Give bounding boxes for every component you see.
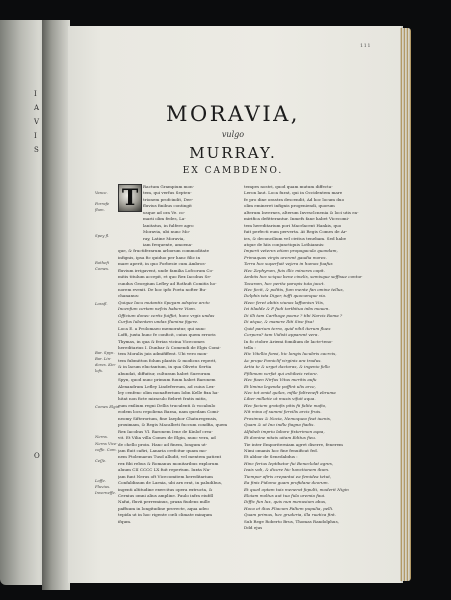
subtitle-vulgo: vulgo: [221, 130, 245, 139]
text-line: Leron laut. Loca furat, qui in Occidentem mare: [244, 190, 343, 196]
text-line: tem fubmitton folum plantis & modicus reperit,: [118, 357, 217, 363]
text-line: Di atque, & manere Iliti Sive fixa!: [244, 319, 315, 325]
text-line: Ac prope Pomiclif virginis ara tradus.: [244, 357, 322, 363]
text-line: Hec Zephyrum, fuis illic minores capit.: [244, 267, 325, 273]
text-line: abundat, diffuitur, culturam habet Surrorum: [118, 370, 211, 376]
text-line: Ddd ejus: [244, 525, 263, 531]
text-line: eum exilium regni Dellis truculenti & vocabulo: [118, 402, 216, 408]
text-line: mirifica defitterantur. Inmefs fane habet Vicecomi-: [244, 216, 350, 222]
page-title: MORAVIA,: [166, 102, 300, 126]
left-page-letter: O: [34, 452, 40, 460]
text-line: Nimi omanis hoc fine fenuificat fed.: [244, 447, 319, 453]
margin-note: Ceſſe.: [95, 458, 107, 463]
text-line: Primaquas virgis urerent gaudia mores.: [244, 254, 327, 260]
margin-note: Comes.: [95, 266, 110, 271]
text-line: tempes nostri, quod quam mutum diffecta-: [244, 184, 333, 189]
text-line: Confaldinum de Larnia, ubi arx erat, in paludibus,: [118, 480, 223, 486]
text-line: lanitatus, in fulfere agro: [143, 222, 194, 228]
text-line: Et domine nitais uitam Editus fieu.: [244, 435, 317, 441]
left-page-letter: I: [34, 90, 37, 98]
text-line: Ivi tiladde & F fudi tartbitua inbs mouen.: [244, 306, 330, 312]
text-line: Alexandrum Lefley Lindefereum, ad cuius Lex-: [118, 383, 215, 389]
margin-note: Bar. Lin-: [95, 356, 112, 361]
text-line: olim emineret infignis progeniendi, quorum: [244, 203, 335, 209]
text-line: mare aperit, in quo Forbesie cum Ambros-: [118, 261, 206, 267]
subtitle-name: MURRAY.: [189, 144, 277, 162]
text-line: Delphis ista Diger, tuffi quocumque via.: [244, 293, 327, 299]
text-line: neomy Sifterorium, fine Iaephor Chaturegensis,: [118, 415, 218, 421]
text-line: ley cenfenc olim monafterium Iobn Kelle fixa ha-: [118, 390, 219, 395]
text-line: Officium donec certis fuiffet, hunc vrgis undas: [118, 312, 215, 318]
text-line: Moravia, ubi nunc Mo-: [143, 229, 191, 235]
text-line: iam frequente, amoena-: [143, 241, 193, 247]
text-line: Proximus & Nocia, Nemoquea feat iuenis,: [244, 415, 332, 421]
margin-note: Loxsfl.: [95, 301, 108, 306]
margin-note: Bar. Spyn.: [95, 350, 115, 355]
text-line: Hec faciem gratofis pitis fii falite mafio,: [244, 402, 327, 408]
text-line: fluvium irrigavent, unde familia Lofcorum Co-: [118, 267, 214, 273]
text-line: Hinc ferius leptibatur fui Beneclolat agres,: [244, 460, 334, 466]
text-line: atque de hiis conjunctiquis Lothiannis:: [244, 241, 325, 247]
margin-note: coffe. Com.: [95, 447, 117, 452]
text-line: alterum Invernes, alterum Invesclcnenia & loci utis ea-: [244, 209, 359, 215]
text-line: Nit mina of summi fervilis arcis fruis.: [244, 409, 322, 415]
text-line: rex fibi rebus & Romanus monitaribus explorum: [118, 460, 219, 466]
text-line: tella :: [244, 344, 256, 350]
margin-note: Vance.: [95, 190, 108, 195]
left-page-letter: A: [34, 104, 40, 112]
text-line: Et qued optam tuis menerat fepulti, moderit Nigin: [244, 486, 349, 492]
margin-note: Spey fl.: [95, 233, 110, 238]
text-line: Quique lacu mutantis Speyam adspice arcto: [118, 299, 210, 305]
text-line: Rex Iacobus VI. Baronem Iene de Kinlof crea-: [118, 428, 213, 434]
text-line: Imperii veteres etiam propagacula quondam,: [244, 248, 338, 254]
text-line: mitis titulum accepit, et quo Rex Iacobus Se-: [118, 274, 212, 280]
text-line: Thymas, in qua & ferias vicina Vicecomes: [118, 338, 205, 344]
text-line: tem Moralis juis admififfent. Ubi vero mon-: [118, 351, 208, 357]
book-gutter: [42, 20, 70, 590]
text-line: tem, qui verfus Septen-: [143, 190, 192, 196]
text-line: marii olim fedes, La-: [143, 216, 186, 222]
left-page: [0, 20, 46, 585]
text-line: Et limina legenda poffint ulis arce,: [244, 383, 316, 389]
margin-note: Rothefi: [95, 260, 109, 265]
margin-note: flum.: [95, 207, 105, 212]
margin-note: Nerns.: [95, 434, 108, 439]
text-line: Artia te & urget dactoras, & ingenio fello: [244, 364, 330, 370]
text-line: Quid parium terra, quid nihil iterum flues: [244, 325, 331, 331]
text-line: hereditarius I. Dunbar & Comendi de Elgis Comi-: [118, 344, 221, 350]
text-line: Et abbor de Senedabdus :: [244, 454, 298, 460]
text-line: paffuum in longitudine provecte, aqua adeo: [118, 505, 209, 511]
left-page-letter: S: [34, 146, 39, 154]
text-line: ray, Latine Moravia,: [143, 235, 185, 241]
margin-note: Fluvius.: [95, 484, 111, 489]
text-line: usque ad ora Ve. co-: [143, 209, 185, 215]
margin-note: Forrafe: [95, 201, 110, 206]
text-line: Eloiam moltus aut tua fula uremia faui.: [244, 493, 326, 498]
text-line: fluvius finibus contingit: [143, 203, 192, 209]
text-line: Tie inter Emporiterniam agret diserre, fenerem: [244, 441, 343, 447]
text-line: hitat non ficte miraculo fiebret fratis mitis,: [118, 396, 207, 402]
text-line: Ffilimum verfat qui exhibeis retore.: [244, 370, 318, 376]
drop-cap: T: [118, 184, 142, 212]
text-line: Spyn, quod nunc primum fuum habet Baronem: [118, 377, 216, 383]
text-line: Loffi, juxta hunc fe conficit, cuius quem erroris: [118, 332, 216, 338]
margin-note: Loffe.: [95, 478, 106, 483]
text-line: & in lacum eluctantum, in qua Oliveto Sertia: [118, 364, 212, 370]
text-line: Tacaram, hec perita paropis tuta jacet.: [244, 280, 325, 286]
text-line: jam fluit cafiri, Lanaria crefcitur quam mo-: [118, 447, 208, 453]
text-line: Alfabeb impriu labore fixterimon aqaa,: [244, 428, 325, 434]
text-line: chananus:: [118, 293, 140, 299]
text-line: Hec fiaen Nirfus Vitus meritis aufu: [244, 377, 317, 383]
text-line: Loca E. a Prolomaeo memoratur, qui nunc: [118, 325, 206, 331]
page-edges: [400, 28, 411, 581]
text-line: Quam primus, hec gruderia, illa ruetica fint.: [244, 512, 336, 518]
text-line: ies, & deconcilium vel civitus tenebam. Sed habe: [244, 235, 347, 241]
margin-note: Nerns Vice-: [95, 441, 118, 446]
text-line: Di illi tam Carthage poene ? tibi Narcis Roma ?: [244, 312, 343, 318]
text-line: Sub Rege Roberto Brus, Thomas Randolphus,: [244, 518, 339, 524]
text-line: tem hereditarium pori Macrlacent Hankis, quo: [244, 222, 342, 228]
text-line: nem Ptolemaeus Tusd alludit, vel mentem patient: [118, 454, 222, 460]
text-line: Quam & ut Ino indlu fiagna fiadis.: [244, 422, 315, 428]
text-line: Corpora? tam Vidisti apparent vera.: [244, 332, 319, 338]
text-line: cundus Georgium Lefley ad Rothufi Comitis ho-: [118, 280, 217, 286]
text-line: Diffic fun lux, quis nun menusium abus,: [244, 499, 327, 505]
text-line: proximam, & Regis Macalbeti fuccum condfia, quem: [118, 422, 228, 428]
text-line: Liber milletie ut musis vifuit aqua.: [244, 396, 316, 402]
text-line: In fo ctobre Ariemi fomilium de lacte-teno-: [244, 338, 333, 344]
text-line: Nec tot omid quiles, mfile faltreneft ebruma: [244, 390, 336, 395]
text-line: fe pro dine orastra descendit, Ad hoc locum duo: [244, 196, 345, 202]
text-line: vit. Et Vilia villa Comes de Elgin, nunc vera, ad: [118, 435, 216, 441]
left-page-letter: V: [34, 118, 40, 126]
text-line: ifqum.: [118, 518, 132, 524]
text-line: Curfus lubentem undas flumina figere.: [118, 319, 199, 325]
text-line: tepida ut in hoc rigente cœli climate minqum: [118, 512, 213, 518]
text-line: Ractum Grampium mon-: [143, 184, 195, 189]
text-line: Incenfum certam nefcis habere Viam.: [118, 306, 197, 312]
text-line: Hec fecit, & politis, fum mente fan omine tellus,: [244, 287, 344, 292]
text-line: que, & fructiferarum arborum commoditate: [118, 248, 210, 254]
text-line: Hoca et ilius Pliacum Faltem pupulia, pelli.: [244, 505, 334, 511]
page-number: 111: [360, 43, 372, 49]
text-line: Tiempor afiris crepantui ea femidea tetut,: [244, 473, 332, 479]
left-page-letter: I: [34, 132, 37, 140]
right-text-column: [244, 184, 364, 532]
text-line: aluum CII CCCC LX fuit repertum. Iuxta Na-: [118, 467, 211, 473]
text-line: Cernius omni alius ampline. Paulo infra eiufdl: [118, 493, 214, 498]
text-line: eodem locu repoliena Baraa, nam quedam Comi-: [118, 409, 220, 415]
text-line: Ambiis hoc sciquo bene cinelis, semisque seffisue contur: [244, 274, 362, 280]
margin-note: Inverneffe.: [95, 490, 116, 495]
text-line: Ivais vah, & dicere hic hanctionem ibum.: [244, 467, 330, 473]
text-line: Heec feret abitis viunos laffumisn Viis,: [244, 299, 325, 305]
text-line: Hic Vitellio fonsi, hic longis lucubris cacrcis,: [244, 351, 337, 357]
text-line: trionem profcindit, Dee-: [143, 196, 194, 202]
text-line: Ea finis Pidomo guam profidane deorum.: [244, 480, 329, 486]
text-line: de chello proin. Hanc ad finem, longum ut-: [118, 441, 208, 447]
margin-note: Comes Elgin.: [95, 404, 121, 409]
text-line: norem evexit. De hoc ipfo Poeta nofter Bu-: [118, 287, 207, 292]
text-line: Nafui, fluvii perreminus, praxa fiudens mille: [118, 499, 210, 505]
margin-note: dores. Kin-: [95, 362, 116, 367]
left-text-column: [118, 184, 236, 525]
text-line: fuit perfecti eum perverta. At Regis Comes de Ar-: [244, 229, 348, 235]
source-heading: EX CAMBDENO.: [182, 166, 284, 176]
text-line: Terra hoc superfuit vejera in humos fuafus: [244, 261, 333, 267]
text-line: ingenti altitudine exercitus opera extructa, &: [118, 486, 213, 492]
text-line: jam funt Nerus oft Vicecomitem hereditarium: [118, 473, 213, 479]
text-line: infignis, ipsa fic quiduo per hanc filic in: [118, 254, 201, 260]
margin-note: lofs.: [95, 368, 104, 373]
